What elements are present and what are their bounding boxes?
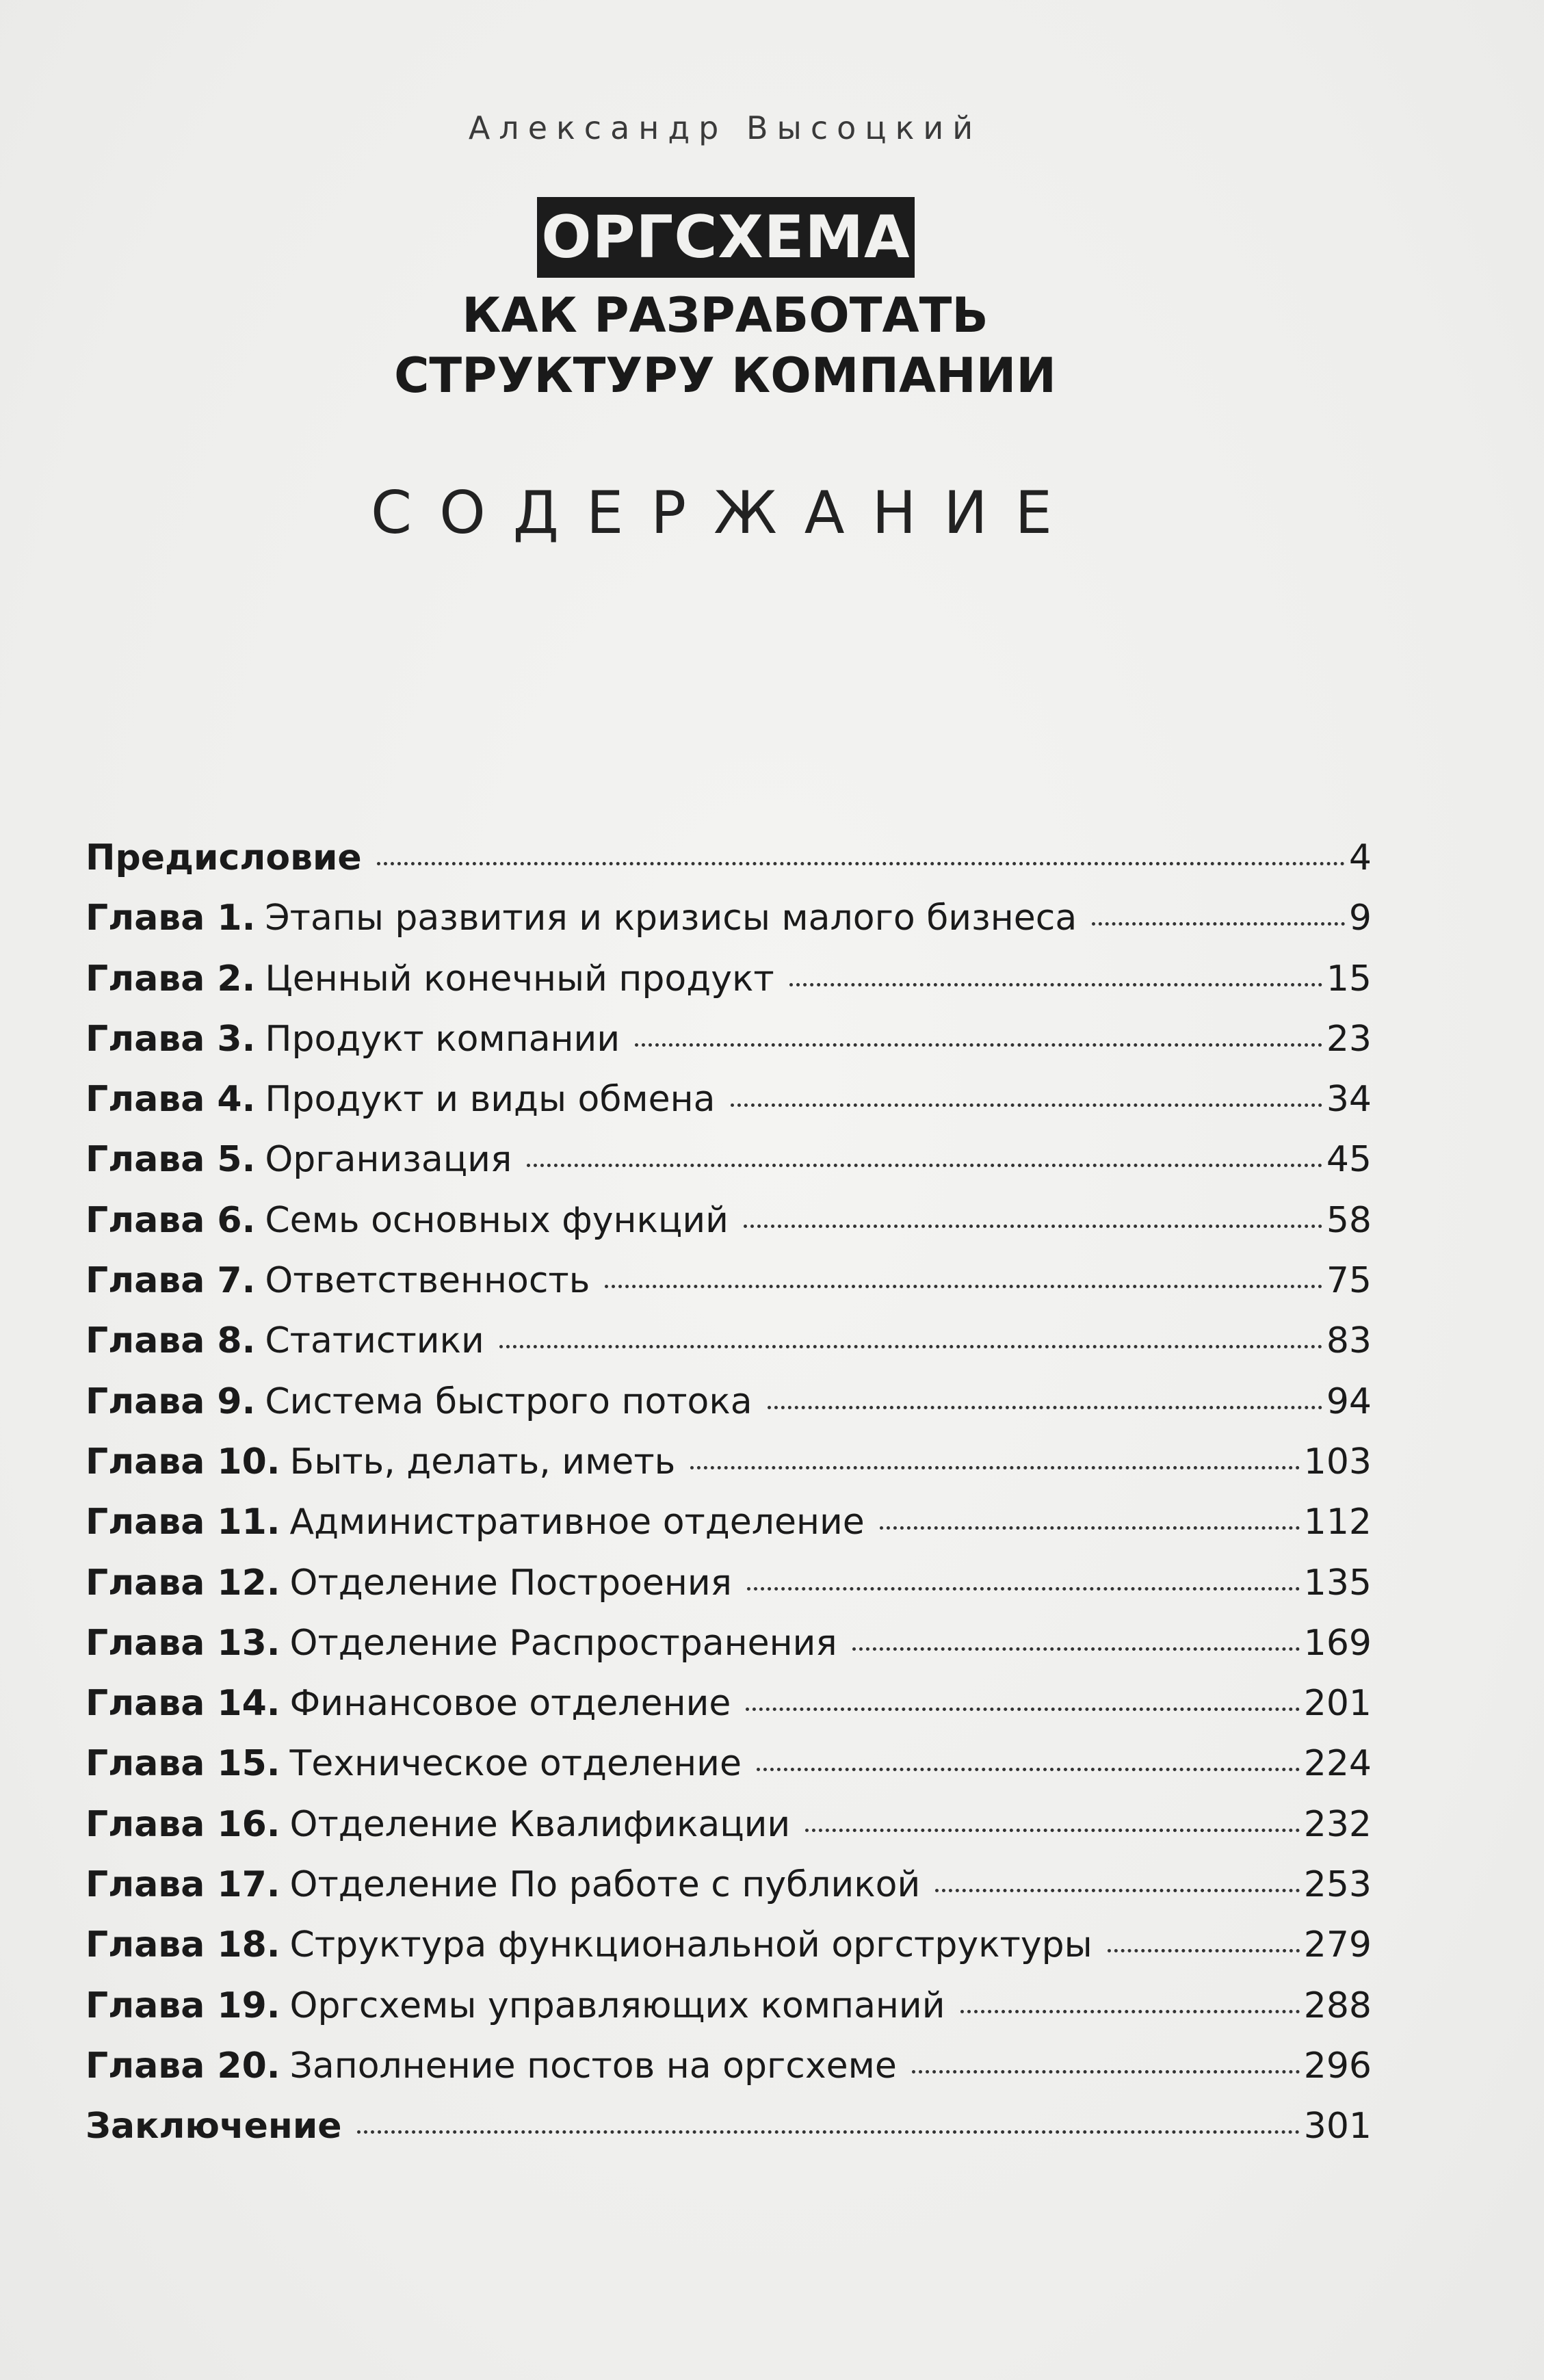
toc-row (86, 1009, 1372, 1069)
toc-chapter-label: Глава 10. (86, 1441, 280, 1482)
toc-leader-dots (747, 1586, 1300, 1591)
toc-chapter-label: Глава 20. (86, 2045, 280, 2087)
toc-leader-dots (789, 982, 1322, 986)
toc-leader-dots (1108, 1948, 1300, 1952)
toc-heading: СОДЕРЖАНИЕ (371, 479, 1080, 547)
toc-page-number: 296 (1303, 2045, 1372, 2087)
toc-row (86, 949, 1372, 1009)
toc-chapter-label: Глава 1. (86, 898, 256, 939)
toc-chapter-title: Ответственность (265, 1260, 590, 1302)
toc-leader-dots (690, 1465, 1299, 1469)
toc-chapter-label: Глава 4. (86, 1079, 256, 1121)
toc-page-number: 112 (1303, 1502, 1372, 1543)
toc-row (86, 1190, 1372, 1251)
toc-row (86, 1613, 1372, 1673)
toc-row (86, 1311, 1372, 1371)
toc-row (86, 1553, 1372, 1613)
book-subtitle-line1: КАК РАЗРАБОТАТЬ (462, 287, 989, 343)
toc-chapter-label: Глава 17. (86, 1864, 280, 1906)
toc-chapter-title: Статистики (265, 1320, 484, 1362)
toc-chapter-label: Глава 9. (86, 1381, 256, 1422)
toc-row (86, 1372, 1372, 1432)
toc-row (86, 1069, 1372, 1129)
toc-chapter-title: Продукт компании (265, 1018, 620, 1060)
toc-page-number: 83 (1326, 1320, 1372, 1362)
toc-row (86, 1855, 1372, 1915)
toc-row (86, 1129, 1372, 1190)
toc-page-number: 169 (1303, 1622, 1372, 1664)
toc-leader-dots (527, 1163, 1322, 1167)
toc-row (86, 888, 1372, 948)
toc-chapter-label: Глава 19. (86, 1985, 280, 2026)
toc-chapter-title: Отделение Квалификации (289, 1803, 791, 1845)
toc-page-number: 15 (1326, 958, 1372, 999)
toc-page-number: 253 (1303, 1864, 1372, 1906)
toc-leader-dots (1092, 921, 1345, 926)
toc-chapter-title: Отделение Распространения (289, 1622, 837, 1664)
toc-chapter-title: Система быстрого потока (265, 1381, 753, 1422)
toc-chapter-title: Техническое отделение (289, 1743, 742, 1785)
toc-chapter-title: Отделение Построения (289, 1562, 732, 1604)
toc-leader-dots (880, 1526, 1300, 1530)
toc-leader-dots (499, 1344, 1322, 1348)
toc-row (86, 1915, 1372, 1975)
toc-leader-dots (635, 1043, 1322, 1047)
toc-chapter-title: Заполнение постов на оргсхеме (289, 2045, 897, 2087)
toc-chapter-title: Продукт и виды обмена (265, 1079, 716, 1121)
toc-row (86, 1251, 1372, 1311)
toc-leader-dots (960, 2009, 1300, 2013)
toc-chapter-label: Глава 7. (86, 1260, 256, 1302)
toc-page-number: 9 (1348, 898, 1372, 939)
toc-page-number: 224 (1303, 1743, 1372, 1785)
toc-page-number: 301 (1303, 2106, 1372, 2147)
toc-chapter-title: Этапы развития и кризисы малого бизнеса (265, 898, 1077, 939)
toc-leader-dots (805, 1828, 1300, 1832)
toc-chapter-title: Быть, делать, иметь (289, 1441, 676, 1482)
toc-chapter-label: Глава 15. (86, 1743, 280, 1785)
toc-page-number: 103 (1303, 1441, 1372, 1482)
toc-page-number: 58 (1326, 1199, 1372, 1241)
toc-chapter-title: Ценный конечный продукт (265, 958, 774, 999)
toc-page-number: 45 (1326, 1139, 1372, 1181)
toc-chapter-label: Глава 12. (86, 1562, 280, 1604)
toc-chapter-title: Административное отделение (289, 1502, 865, 1543)
toc-page-number: 4 (1348, 837, 1372, 878)
toc-chapter-title: Организация (265, 1139, 512, 1181)
toc-row (86, 1492, 1372, 1552)
toc-chapter-label: Глава 18. (86, 1924, 280, 1966)
toc-chapter-label: Предисловие (86, 837, 362, 878)
toc-chapter-title: Семь основных функций (265, 1199, 729, 1241)
toc-chapter-label: Глава 2. (86, 958, 256, 999)
toc-chapter-label: Глава 11. (86, 1502, 280, 1543)
toc-row-conclusion (86, 2096, 1372, 2156)
toc-chapter-label: Глава 8. (86, 1320, 256, 1362)
toc-chapter-title: Финансовое отделение (289, 1683, 731, 1725)
toc-page-number: 232 (1303, 1803, 1372, 1845)
toc-page-number: 288 (1303, 1985, 1372, 2026)
toc-leader-dots (746, 1707, 1299, 1711)
table-of-contents (86, 828, 1372, 2157)
toc-chapter-title: Структура функциональной оргструктуры (289, 1924, 1092, 1966)
toc-row (86, 1673, 1372, 1734)
toc-row (86, 1432, 1372, 1492)
toc-leader-dots (757, 1767, 1300, 1771)
toc-leader-dots (357, 2130, 1300, 2134)
toc-chapter-title: Оргсхемы управляющих компаний (289, 1985, 945, 2026)
toc-page-number: 135 (1303, 1562, 1372, 1604)
toc-chapter-title: Отделение По работе с публикой (289, 1864, 921, 1906)
toc-leader-dots (731, 1103, 1322, 1107)
toc-page-number: 279 (1303, 1924, 1372, 1966)
toc-page-number: 201 (1303, 1683, 1372, 1725)
book-title: ОРГСХЕМА (537, 197, 915, 278)
toc-row-preface (86, 828, 1372, 888)
toc-chapter-label: Глава 5. (86, 1139, 256, 1181)
toc-row (86, 1976, 1372, 2036)
toc-page-number: 23 (1326, 1018, 1372, 1060)
toc-page-number: 75 (1326, 1260, 1372, 1302)
toc-page-number: 34 (1326, 1079, 1372, 1121)
toc-leader-dots (852, 1647, 1300, 1651)
toc-leader-dots (912, 2069, 1300, 2074)
toc-leader-dots (744, 1224, 1322, 1228)
toc-leader-dots (935, 1888, 1299, 1892)
toc-leader-dots (768, 1405, 1322, 1409)
book-subtitle-line2: СТРУКТУРУ КОМПАНИИ (394, 348, 1056, 404)
toc-chapter-label: Глава 13. (86, 1622, 280, 1664)
author-name: Александр Высоцкий (468, 109, 982, 146)
toc-chapter-label: Глава 14. (86, 1683, 280, 1725)
toc-chapter-label: Глава 3. (86, 1018, 256, 1060)
toc-chapter-label: Глава 6. (86, 1199, 256, 1241)
toc-row (86, 1734, 1372, 1794)
toc-row (86, 2036, 1372, 2096)
toc-page-number: 94 (1326, 1381, 1372, 1422)
toc-chapter-label: Заключение (86, 2106, 342, 2147)
toc-leader-dots (377, 861, 1345, 865)
toc-chapter-label: Глава 16. (86, 1803, 280, 1845)
toc-leader-dots (605, 1284, 1322, 1288)
toc-row (86, 1794, 1372, 1855)
